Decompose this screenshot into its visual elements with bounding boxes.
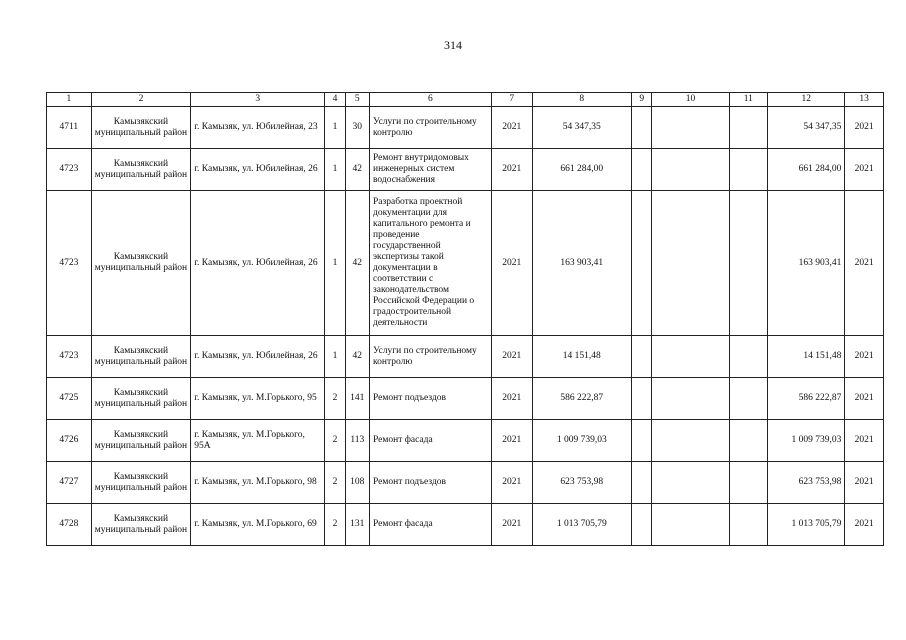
col10-cell (652, 336, 729, 378)
completion-year-cell: 2021 (845, 149, 884, 191)
row-number: 4723 (47, 191, 92, 336)
total-cost-cell: 623 753,98 (532, 462, 632, 504)
col4-cell: 2 (325, 504, 345, 546)
table-row (47, 107, 884, 149)
work-type-cell: Услуги по строительному контролю (369, 336, 491, 378)
funding-cell: 163 903,41 (768, 191, 845, 336)
address-cell: г. Камызяк, ул. Юбилейная, 23 (191, 107, 325, 149)
page-number: 314 (444, 38, 462, 52)
completion-year-cell: 2021 (845, 504, 884, 546)
table-row (47, 462, 884, 504)
work-type-cell: Услуги по строительному контролю (369, 107, 491, 149)
completion-year-cell: 2021 (845, 191, 884, 336)
col11-cell (729, 107, 768, 149)
address-cell: г. Камызяк, ул. Юбилейная, 26 (191, 191, 325, 336)
col4-cell: 2 (325, 420, 345, 462)
header-cell-13: 13 (845, 93, 884, 107)
col5-cell: 42 (345, 191, 369, 336)
year-cell: 2021 (491, 191, 532, 336)
header-cell-9: 9 (632, 93, 652, 107)
municipality-cell: Камызякский муниципальный район (91, 149, 191, 191)
header-cell-11: 11 (729, 93, 768, 107)
col5-cell: 113 (345, 420, 369, 462)
col5-cell: 42 (345, 336, 369, 378)
total-cost-cell: 1 009 739,03 (532, 420, 632, 462)
table-body (47, 107, 884, 546)
work-type-cell: Ремонт подъездов (369, 462, 491, 504)
municipality-cell: Камызякский муниципальный район (91, 336, 191, 378)
col11-cell (729, 420, 768, 462)
col5-cell: 108 (345, 462, 369, 504)
address-cell: г. Камызяк, ул. М.Горького, 95А (191, 420, 325, 462)
completion-year-cell: 2021 (845, 378, 884, 420)
work-type-cell: Ремонт внутридомовых инженерных систем водоснабжения (369, 149, 491, 191)
col9-cell (632, 420, 652, 462)
row-number: 4711 (47, 107, 92, 149)
col10-cell (652, 420, 729, 462)
header-cell-2: 2 (91, 93, 191, 107)
col10-cell (652, 149, 729, 191)
col4-cell: 1 (325, 336, 345, 378)
work-type-cell: Ремонт подъездов (369, 378, 491, 420)
row-number: 4723 (47, 149, 92, 191)
col4-cell: 2 (325, 378, 345, 420)
funding-cell: 54 347,35 (768, 107, 845, 149)
year-cell: 2021 (491, 149, 532, 191)
col9-cell (632, 107, 652, 149)
row-number: 4728 (47, 504, 92, 546)
work-type-cell: Ремонт фасада (369, 420, 491, 462)
total-cost-cell: 586 222,87 (532, 378, 632, 420)
total-cost-cell: 14 151,48 (532, 336, 632, 378)
completion-year-cell: 2021 (845, 107, 884, 149)
address-cell: г. Камызяк, ул. М.Горького, 95 (191, 378, 325, 420)
total-cost-cell: 1 013 705,79 (532, 504, 632, 546)
table-row (47, 420, 884, 462)
header-cell-3: 3 (191, 93, 325, 107)
header-cell-12: 12 (768, 93, 845, 107)
header-cell-4: 4 (325, 93, 345, 107)
funding-cell: 586 222,87 (768, 378, 845, 420)
total-cost-cell: 163 903,41 (532, 191, 632, 336)
funding-cell: 1 013 705,79 (768, 504, 845, 546)
header-cell-8: 8 (532, 93, 632, 107)
col11-cell (729, 149, 768, 191)
municipality-cell: Камызякский муниципальный район (91, 191, 191, 336)
col9-cell (632, 504, 652, 546)
col5-cell: 131 (345, 504, 369, 546)
year-cell: 2021 (491, 378, 532, 420)
municipality-cell: Камызякский муниципальный район (91, 107, 191, 149)
table-row (47, 191, 884, 336)
year-cell: 2021 (491, 462, 532, 504)
col9-cell (632, 191, 652, 336)
work-type-cell: Разработка проектной документации для капитального ремонта и проведение государственной экспертизы такой документации в соответствии с законодательством Российской Федерации о градостроительной деятельности (369, 191, 491, 336)
completion-year-cell: 2021 (845, 462, 884, 504)
header-cell-7: 7 (491, 93, 532, 107)
col10-cell (652, 107, 729, 149)
col5-cell: 30 (345, 107, 369, 149)
repair-schedule-table (46, 92, 884, 546)
row-number: 4723 (47, 336, 92, 378)
row-number: 4726 (47, 420, 92, 462)
col11-cell (729, 378, 768, 420)
col5-cell: 42 (345, 149, 369, 191)
table-row (47, 504, 884, 546)
col9-cell (632, 149, 652, 191)
col11-cell (729, 462, 768, 504)
total-cost-cell: 54 347,35 (532, 107, 632, 149)
col10-cell (652, 462, 729, 504)
municipality-cell: Камызякский муниципальный район (91, 420, 191, 462)
col10-cell (652, 378, 729, 420)
completion-year-cell: 2021 (845, 336, 884, 378)
col10-cell (652, 191, 729, 336)
col11-cell (729, 504, 768, 546)
year-cell: 2021 (491, 107, 532, 149)
funding-cell: 623 753,98 (768, 462, 845, 504)
row-number: 4727 (47, 462, 92, 504)
address-cell: г. Камызяк, ул. М.Горького, 98 (191, 462, 325, 504)
year-cell: 2021 (491, 336, 532, 378)
header-cell-10: 10 (652, 93, 729, 107)
col11-cell (729, 336, 768, 378)
municipality-cell: Камызякский муниципальный район (91, 504, 191, 546)
municipality-cell: Камызякский муниципальный район (91, 378, 191, 420)
col4-cell: 1 (325, 107, 345, 149)
funding-cell: 1 009 739,03 (768, 420, 845, 462)
year-cell: 2021 (491, 420, 532, 462)
col9-cell (632, 336, 652, 378)
col5-cell: 141 (345, 378, 369, 420)
col4-cell: 1 (325, 149, 345, 191)
col4-cell: 2 (325, 462, 345, 504)
table-row (47, 149, 884, 191)
table-header (47, 93, 884, 107)
funding-cell: 14 151,48 (768, 336, 845, 378)
table-row (47, 378, 884, 420)
year-cell: 2021 (491, 504, 532, 546)
col11-cell (729, 191, 768, 336)
header-cell-5: 5 (345, 93, 369, 107)
row-number: 4725 (47, 378, 92, 420)
col9-cell (632, 378, 652, 420)
address-cell: г. Камызяк, ул. Юбилейная, 26 (191, 149, 325, 191)
work-type-cell: Ремонт фасада (369, 504, 491, 546)
municipality-cell: Камызякский муниципальный район (91, 462, 191, 504)
address-cell: г. Камызяк, ул. Юбилейная, 26 (191, 336, 325, 378)
header-row (47, 93, 884, 107)
address-cell: г. Камызяк, ул. М.Горького, 69 (191, 504, 325, 546)
col4-cell: 1 (325, 191, 345, 336)
col9-cell (632, 462, 652, 504)
header-cell-6: 6 (369, 93, 491, 107)
col10-cell (652, 504, 729, 546)
table-row (47, 336, 884, 378)
completion-year-cell: 2021 (845, 420, 884, 462)
funding-cell: 661 284,00 (768, 149, 845, 191)
total-cost-cell: 661 284,00 (532, 149, 632, 191)
header-cell-1: 1 (47, 93, 92, 107)
